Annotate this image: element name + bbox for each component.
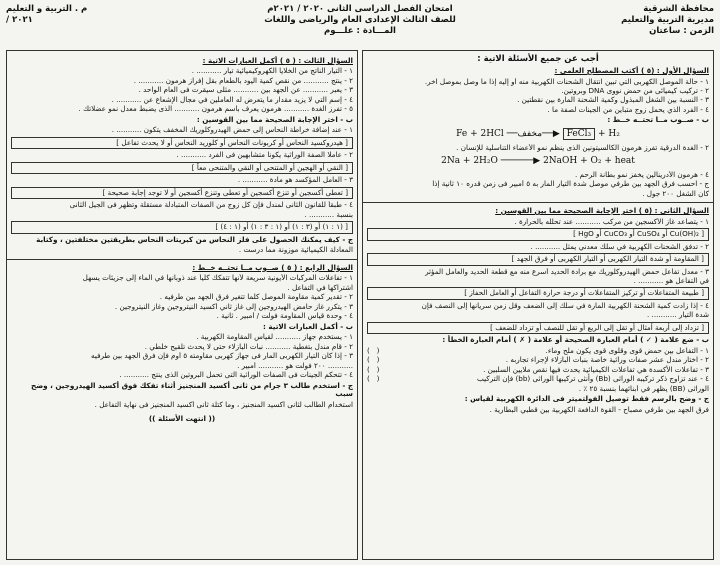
eq1-right: + H₂ bbox=[598, 128, 620, 139]
divider bbox=[7, 259, 357, 260]
eq1-product: FeCl₃ bbox=[563, 128, 595, 140]
q4-heading: السؤال الرابع : ( ٥ ) صــوب مــا تحتــه خــط : bbox=[192, 262, 353, 272]
equation-2 bbox=[367, 156, 709, 167]
q4-b-heading: ب - أكمل العبارات الاتية : bbox=[263, 321, 353, 331]
q2-line: ٣ - معدل تفاعل حمض الهيدروكلوريك مع برادة الحديد أسرع منه مع قطعة الحديد والعامل المؤثر bbox=[425, 267, 709, 276]
equation-1 bbox=[367, 129, 709, 140]
exam-grade: للصف الثالث الإعدادى العام والرياضى واللغات bbox=[264, 15, 456, 26]
q4-b-line: ٢ - قام مندل بتغطية ........... نبات البازلاء حتى لا يحدث تلقيح خلطي . bbox=[144, 342, 353, 351]
q4-b-line: ........... ٢٠٠ فولت هو ........... أمبير . bbox=[237, 361, 353, 370]
q3-b-options: [ (١ : ١) أو (٣ : ١) أو (١ : ٣ : ١) أو (١ : ٤) ] bbox=[11, 221, 353, 233]
q2-options: [ Cu(OH)₂ أو CuSO₄ أو CuCO₃ أو HgO ] bbox=[367, 228, 709, 240]
q1-line: ٤ - الفرد الذي يحمل زوج متباين من الجينات لصفة ما . bbox=[547, 105, 709, 114]
q1-b-line: ٢ - الغدة الدرقية تفرز هرمون الكالسيتونين الذى ينظم نمو الأعضاء التناسلية للإنسان . bbox=[456, 143, 709, 152]
exam-columns bbox=[6, 50, 714, 560]
q3-heading: السؤال الثالث : ( ٥ ) أكمل العبارات الاتية : bbox=[202, 56, 353, 65]
q1-line: ٢ - تركيب كيميائى من حمض نووى DNA وبروتين. bbox=[561, 86, 709, 95]
q2-options: [ طبيعة المتفاعلات أو تركيز المتفاعلات أو درجة حرارة التفاعل أو العامل الحفاز ] bbox=[367, 287, 709, 299]
exam-title: امتحان الفصل الدراسى الثانى ٢٠٢٠ / ٢٠٢١م bbox=[267, 4, 453, 14]
tf-statement: ٤ - عند تزاوج ذكر تركيبه الوراثى (Bb) وأنثى تركيبها الوراثى (bb) فإن التركيب bbox=[477, 374, 709, 384]
eq1-left: Fe + 2HCl bbox=[456, 128, 504, 139]
tf-row bbox=[367, 347, 709, 355]
q3-line: ٢ - ينتج ........... من نقص كمية اليود بالطعام بقل إفراز هرمون ........... . bbox=[133, 76, 353, 85]
tf-row bbox=[367, 356, 709, 364]
q3-line: ٣ - يعبر ........... عن الجهد بين ........... مثلى سيقرت فى العام الواحد . bbox=[138, 86, 353, 95]
q2-c-heading: ج - وضح بالرسم فقط توصيل الفولتميتر فى الدائرة الكهربية لقياس : bbox=[464, 394, 709, 404]
directorate: مديرية التربية والتعليم bbox=[621, 15, 714, 26]
tf-statement: ١ - التفاعل بين حمض قوى وقلوى قوى يكون ملح وماء. bbox=[545, 345, 709, 355]
divider bbox=[363, 202, 713, 203]
header-left-line1: م . التربية و التعليم bbox=[6, 4, 88, 14]
tf-continuation: الوراثى (BB) يظهر في أبنائهما بنسبة ٢٥ ٪ . bbox=[578, 384, 709, 393]
q4-b-line: ٤ - تتحكم الجينات فى الصفات الوراثية التى تحمل البروتين الذى ينتج ........... . bbox=[119, 371, 353, 380]
q1-line: ١ - حالة الموصل الكهربى التي تبين انتقال الشحنات الكهربية منه أو إليه إذا ما وصل بموصل آخر. bbox=[424, 77, 709, 86]
exam-header bbox=[6, 4, 714, 50]
exam-subject: المـــادة : علـــوم bbox=[324, 26, 396, 37]
q3-b-options: [ النقي أو الهجين أو المتنحى أو النقي والمتنحى معاً ] bbox=[11, 162, 353, 174]
q1-b-line: ٤ - هرمون الأدرينالين يخفز نمو بطانة الرحم . bbox=[574, 170, 709, 179]
tf-statement: ٣ - تفاعلات الأكسدة هي تفاعلات الكيميائية يحدث فيها نقص ملايين السلبين . bbox=[483, 364, 709, 374]
q2-options: [ المقاومة أو شدة التيار الكهربى أو التيار الكهربى أو فرق الجهد ] bbox=[367, 253, 709, 265]
q2-options: [ تزداد إلى أربعة أمثال أو تقل إلى الربع أو تقل للنصف أو تزداد للضعف ] bbox=[367, 322, 709, 334]
q2-line: شدة التيار ........... . bbox=[646, 311, 709, 320]
q2-b-heading: ب - ضع علامة ( ✓ ) أمام العبارة الصحيحة أو علامة ( ✗ ) أمام العبارة الخطأ : bbox=[442, 335, 709, 345]
header-center bbox=[243, 4, 477, 37]
tf-answer-box[interactable]: ( ) bbox=[367, 345, 380, 355]
q4-b-line: ٣ - إذا كان التيار الكهربى المار فى جهاز كهربى مقاومته ٥ أوم فإن فرق الجهد بين طرفيه bbox=[91, 352, 353, 361]
eq2-right: 2NaOH + O₂ + heat bbox=[543, 156, 635, 167]
q3-b-heading: ب - اختر الإجابة الصحيحة مما بين القوسين : bbox=[196, 114, 353, 124]
instruction: أجب عن جميع الأسئلة الاتية : bbox=[477, 54, 599, 64]
governorate: محافظة الشرقية bbox=[643, 4, 714, 14]
q4-line: اشتراكها في التفاعل . bbox=[287, 283, 353, 292]
eq2-left: 2Na + 2H₂O bbox=[441, 156, 498, 167]
q2-heading: السؤال الثانى : (٥ ) اختر الإجابة الصحيحة مما بين القوسين : bbox=[495, 206, 709, 216]
q2-line: في التفاعل هو ........... . bbox=[633, 276, 709, 285]
q3-b-options: [ تعطى أكسجين أو تنزع أكسجين أو تعطى وتنزع أكسجين أو لا توجد إجابة صحيحة ] bbox=[11, 187, 353, 199]
q3-line: ٥ - تفرز الغدة ........... هرمون يعرف باسم هرمون ........... الذى يضبط معدل نمو عضلاتك . bbox=[78, 105, 353, 114]
q2-c-line: فرق الجهد بين طرفي مصباح - القوة الدافعة الكهربية بين قطبي البطارية . bbox=[489, 405, 709, 414]
header-left-line2: ٢٠٢١ / bbox=[6, 15, 33, 26]
right-column bbox=[362, 50, 714, 560]
tf-answer-box[interactable]: ( ) bbox=[367, 364, 380, 374]
q4-line: ٤ - وحدة قياس المقاومة فولت / أمبير . ثانية . bbox=[216, 312, 353, 321]
q4-b-line: ١ - يستخدم جهاز ........... لقياس المقاومة الكهربية . bbox=[196, 333, 353, 342]
q3-line: ٤ - إسم التي لا يزيد مقدار ما يتعرض له العاملين في مجال الإشعاع عن ........... . bbox=[111, 95, 353, 104]
q4-line: ١ - تفاعلات المركبات الأيونية سريعة لأنها تتفكك كلياً عند ذوبانها في الماء إلى جزيئات يسهل bbox=[82, 274, 353, 283]
q3-b-line: بنسبة ........... . bbox=[304, 210, 353, 219]
q1-line: ٣ - النسبة بين الشغل المبذول وكمية الشحنة المارة بين نقطتين . bbox=[517, 96, 709, 105]
q3-line: ١ - التيار الناتج من الخلايا الكهروكيميائية تيار ........... . bbox=[191, 67, 353, 76]
q3-b-line: ٤ - طبقاً للقانون الثانى لمندل فإن كل زوج من الصفات المتبادلة مستقلة وتظهر فى الجيل الثانى bbox=[69, 201, 353, 210]
q4-c-heading: ج - استخدم طالب ٣ جرام من ثانى أكسيد المنجنيز أثناء تفكك فوق أكسيد الهيدروجين ، وضح سبب bbox=[31, 380, 353, 399]
q1-c-line: ج - احسب فرق الجهد بين طرفي موصل شدة التيار المار به ٥ أمبير فى زمن قدره ١٠ ثانية إذا bbox=[432, 180, 709, 189]
q2-line: ١ - يتصاعد غاز الأكسجين من مركب ........... عند تحلله بالحرارة . bbox=[514, 217, 709, 226]
q3-b-line: ٣ - العامل المؤكسد هو مادة ........... . bbox=[237, 176, 353, 185]
q3-b-line: ٢ - عاملا الصفة الوراثية يكونا متشابهين فى الفرد ........... . bbox=[176, 151, 353, 160]
tf-answer-box[interactable]: ( ) bbox=[367, 355, 380, 365]
q3-c-heading: ج - كيف يمكنك الحصول على فلز النحاس من كبريتات النحاس بطريقتين مختلفتين ، وكتابة bbox=[36, 234, 353, 244]
eq1-arrow: ──مخفف──▶ bbox=[506, 128, 560, 139]
q4-c-line: استخدام الطالب لثانى أكسيد المنجنيز ، وما كتلة ثانى أكسيد المنجنيز فى نهاية التفاعل . bbox=[94, 400, 353, 409]
q2-line: ٤ - إذا زادت كمية الشحنة الكهربية المارة في سلك إلى الضعف وقل زمن سريانها إلى النصف فإن bbox=[421, 301, 709, 310]
q3-b-options: [ هيدروكسيد النحاس أو كربونات النحاس أو كلوريد النحاس أو لا يحدث تفاعل ] bbox=[11, 137, 353, 149]
q3-c-line: المعادلة الكيميائية موزونة مما درست . bbox=[238, 246, 353, 255]
q4-line: ٢ - تقدير كمية مقاومة الموصل كلما تتغير فرق الجهد بين طرفيه . bbox=[159, 293, 353, 302]
end-note: (( انتهت الأسئلة )) bbox=[148, 413, 216, 423]
q2-line: ٢ - تدفق الشحنات الكهربية في سلك معدني يمثل ........... . bbox=[530, 242, 709, 251]
header-left bbox=[6, 4, 240, 26]
tf-answer-box[interactable]: ( ) bbox=[367, 374, 380, 384]
tf-statement: ٢ - اختار مندل عشر صفات وراثية خاصة بنبات البازلاء لإجراء تجاربه . bbox=[505, 355, 709, 365]
q1-heading: السؤال الأول : (٥ ) أكتب المصطلح العلمى : bbox=[554, 66, 709, 76]
q1-b-heading: ب - صــوب مــا تحتــه خــط : bbox=[607, 115, 709, 125]
header-right bbox=[480, 4, 714, 37]
eq2-arrow: ──────▶ bbox=[500, 156, 541, 167]
q4-line: ٣ - يتكرر غاز حامض الهيدروجين إلى غاز ثاني أكسيد النيتروجين وغاز النيتروجين . bbox=[114, 302, 353, 311]
exam-time: الزمن : ساعتان bbox=[649, 26, 714, 37]
tf-row bbox=[367, 375, 709, 383]
q3-b-line: ١ - عند إضافة خراطة النحاس إلى حمض الهيدروكلوريك المخفف يتكون ........... . bbox=[111, 126, 353, 135]
left-column bbox=[6, 50, 358, 560]
q1-c-line: كان الشغل ٢٠٠ جول . bbox=[642, 189, 709, 198]
